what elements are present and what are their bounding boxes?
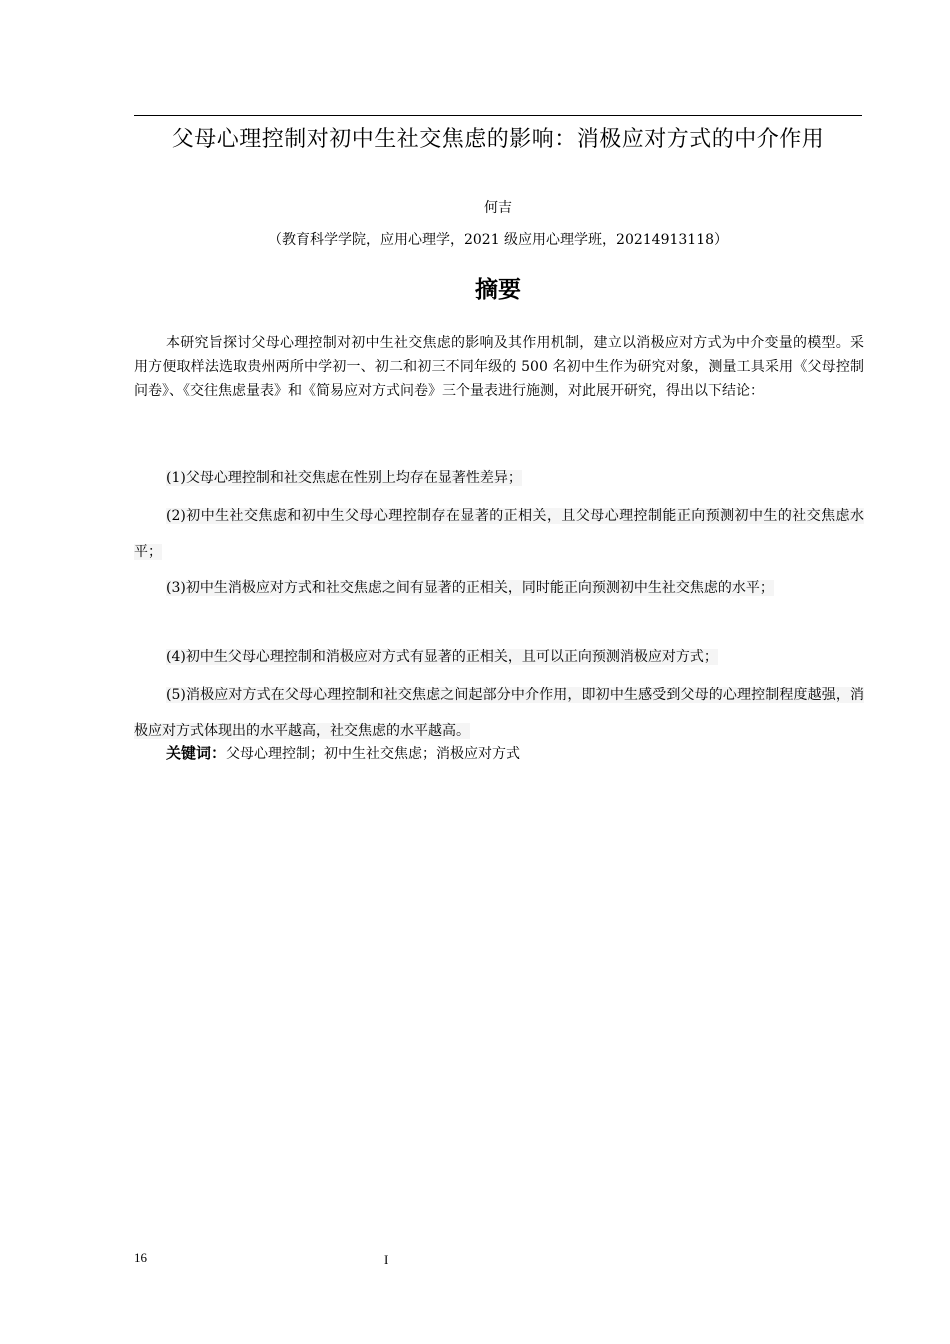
conclusion-4-text: (4)初中生父母心理控制和消极应对方式有显著的正相关，且可以正向预测消极应对方式； xyxy=(166,649,718,665)
conclusion-2-text: (2)初中生社交焦虑和初中生父母心理控制存在显著的正相关，且父母心理控制能正向预测初中生的社交焦虑水平； xyxy=(134,508,864,560)
author-affiliation: （教育科学学院，应用心理学，2021 级应用心理学班，20214913118） xyxy=(267,232,729,248)
conclusion-4 xyxy=(134,645,864,669)
conclusion-1-text: (1)父母心理控制和社交焦虑在性别上均存在显著性差异； xyxy=(166,470,522,486)
conclusion-5 xyxy=(134,677,864,749)
author-name: 何吉 xyxy=(484,200,512,216)
conclusion-1 xyxy=(134,466,864,490)
conclusion-2 xyxy=(134,498,864,570)
conclusion-3 xyxy=(134,570,864,606)
keywords-line xyxy=(166,741,866,766)
paper-title: 父母心理控制对初中生社交焦虑的影响：消极应对方式的中介作用 xyxy=(171,127,825,152)
abstract-heading: 摘要 xyxy=(475,277,521,303)
conclusion-5-text: (5)消极应对方式在父母心理控制和社交焦虑之间起部分中介作用，即初中生感受到父母的心理控制程度越强，消极应对方式体现出的水平越高，社交焦虑的水平越高。 xyxy=(134,687,864,739)
footer-page-number-left: 16 xyxy=(134,1250,147,1265)
keywords-label: 关键词： xyxy=(166,744,227,762)
abstract-intro: 本研究旨探讨父母心理控制对初中生社交焦虑的影响及其作用机制，建立以消极应对方式为中介变量的模型。采用方便取样法选取贵州两所中学初一、初二和初三不同年级的 500 名初中生作为研究对象，测量工具采用《父母控制问卷》、《交往焦虑量表》和《简易应对方式问卷》三个量表进行施测，对此展开研究，得出以下结论： xyxy=(134,335,864,399)
keywords-text: 父母心理控制；初中生社交焦虑；消极应对方式 xyxy=(226,746,521,762)
conclusion-3-text: (3)初中生消极应对方式和社交焦虑之间有显著的正相关，同时能正向预测初中生社交焦虑的水平； xyxy=(166,580,774,596)
footer-page-number-center: I xyxy=(384,1252,389,1267)
header-rule xyxy=(134,115,862,116)
